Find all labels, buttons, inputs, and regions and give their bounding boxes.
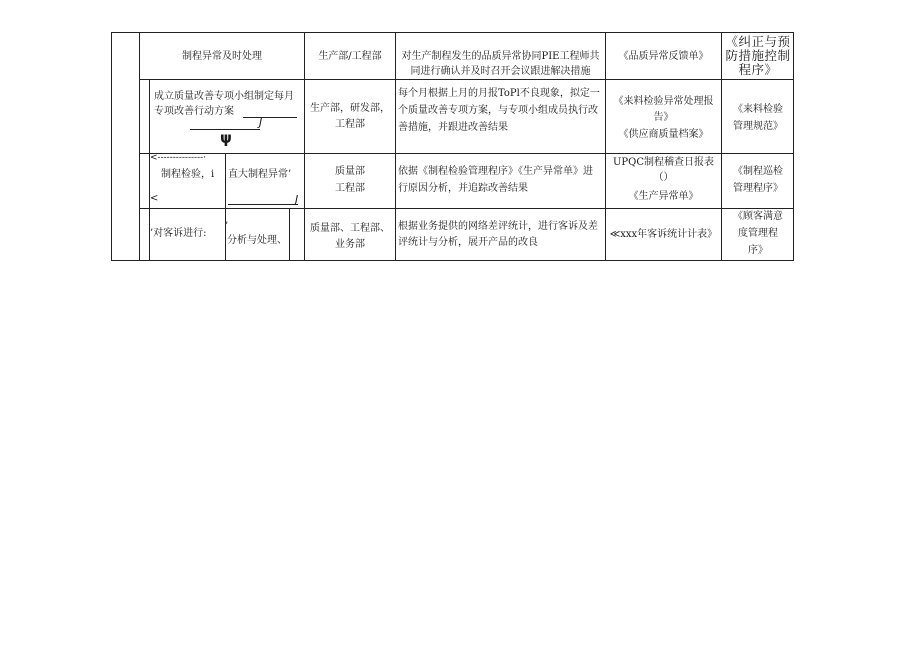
row2-action-line1: 每个月根据上月的月报ToPl不良现象，拟定一: [398, 88, 600, 99]
row4-doc-line1: 《顾客满意: [733, 211, 783, 222]
psi-symbol: ψ: [220, 129, 232, 147]
row1-dept: 生产部/工程部: [318, 51, 382, 62]
row3-record-line2: （）: [653, 172, 674, 183]
row4-doc-line2: 度管理程: [738, 228, 778, 239]
column-divider: [139, 33, 140, 261]
row3-record-line1: UPQC制程稽查日报表: [612, 157, 714, 168]
row2-item-line1: 成立质量改善专项小组制定每月: [154, 91, 294, 102]
row4-doc-line3: 序》: [748, 245, 768, 256]
row-divider: [139, 153, 794, 154]
row2-underline: [243, 117, 297, 118]
row1-action-line1: 对生产制程发生的品质异常协同PIE工程师共: [401, 51, 600, 62]
row-inner-divider: [225, 153, 229, 261]
row-divider: [139, 79, 794, 80]
row4-action-line2: 评统计与分析，展开产品的改良: [398, 237, 538, 248]
row2-record-line3: 《供应商质量档案》: [618, 129, 709, 140]
quality-control-table: [111, 32, 794, 261]
row2-action-line3: 善措施，并跟进改善结果: [398, 122, 508, 133]
row2-dept-line2: 工程部: [335, 119, 365, 130]
row4-item-b: 分析与处理、: [227, 235, 287, 246]
row3-action-line2: 行原因分析，并追踪改善结果: [398, 183, 528, 194]
row2-doc-line1: 《来料检验: [733, 104, 783, 115]
row4-item-a: ’对客诉进行:: [150, 228, 207, 239]
row1-doc-line2: 防措施控制: [725, 48, 791, 63]
row-divider: [139, 208, 794, 209]
row3-underline: [228, 204, 298, 205]
row4-dept-line1: 质量部、工程部、: [310, 223, 390, 234]
row3-doc-line1: 《制程巡检: [733, 166, 783, 177]
row4-record: ≪xxx年客诉统计计表》: [609, 229, 718, 240]
row3-lt-mark: <: [150, 193, 159, 204]
row3-mark-j: J: [295, 193, 299, 206]
row2-record-line1: 《来料检验异常处理报: [613, 96, 714, 107]
row4-apos: ’: [225, 221, 229, 232]
row3-record-line3: 《生产异常单》: [628, 191, 699, 202]
row2-doc-line2: 管理规范》: [733, 121, 783, 132]
row3-action-line1: 依据《制程检验管理程序》《生产异常单》进: [398, 166, 593, 177]
row3-dept-line2: 工程部: [335, 183, 365, 194]
row4-dept-line2: 业务部: [335, 239, 365, 250]
row4-action-line1: 根据业务提供的网络差评统计，进行客诉及差: [398, 221, 598, 232]
row2-action-line2: 个质量改善专项方案，与专项小组成员执行改: [398, 105, 598, 116]
row3-dash-arrow: <---------------·: [150, 153, 207, 163]
row1-doc-line3: 程序》: [738, 62, 778, 77]
row2-dept-line1: 生产部，研发部，: [310, 103, 390, 114]
row-inner-divider: [289, 208, 290, 261]
row1-doc-line1: 《纠正与预: [725, 34, 791, 49]
row3-doc-line2: 管理程序》: [733, 183, 783, 194]
row3-dept-line1: 质量部: [335, 166, 365, 177]
row1-record: 《品质异常反馈单》: [618, 51, 709, 62]
row2-item-line2: 专项改善行动方案: [154, 106, 234, 117]
row1-item: 制程异常及时处理: [182, 51, 262, 62]
row2-mark-j: J: [259, 116, 263, 129]
row3-item-b: 直大制程异常’: [228, 169, 292, 180]
row1-action-line2: 同进行确认并及时召开会议跟进解决措施: [410, 66, 591, 77]
row2-record-line2: 告》: [653, 112, 674, 123]
row3-item-a: 制程检验，i: [161, 169, 215, 180]
